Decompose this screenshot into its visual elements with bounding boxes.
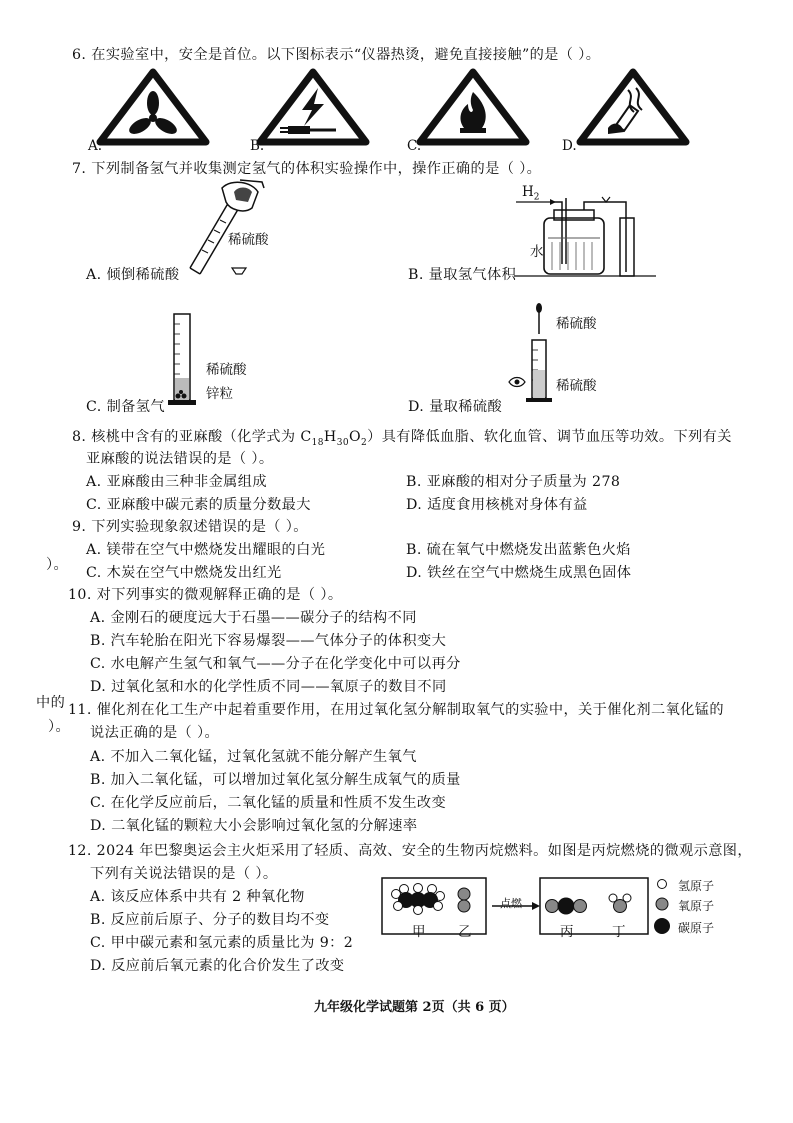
q8-stem-line1: 8. 核桃中含有的亚麻酸（化学式为 $C_{18}H_{30}O_2$）具有降低血脂、软化血管、调节血压等功效。下列有关 (72, 429, 732, 448)
q8-option-b: B. 亚麻酸的相对分子质量为 278 (406, 474, 621, 490)
q7-stem: 7. 下列制备氢气并收集测定氢气的体积实验操作中，操作正确的是（ ）。 (72, 161, 542, 177)
q11-margin-note-2: ）。 (48, 719, 71, 735)
q12-option-a: A. 该反应体系中共有 2 种氧化物 (90, 889, 305, 905)
q6-option-d: D. (562, 138, 577, 154)
propane-combustion-diagram (382, 876, 672, 938)
flammable-icon (418, 70, 528, 144)
q12-bing-label: 丙 (560, 924, 574, 940)
q7-b-water-label: 水 (530, 244, 544, 260)
q7-d-acid-label-side: 稀硫酸 (556, 378, 597, 394)
q9-option-d: D. 铁丝在空气中燃烧生成黑色固体 (406, 565, 632, 581)
q10-stem: 10. 对下列事实的微观解释正确的是（ ）。 (68, 587, 343, 603)
q6-option-b: B. (250, 138, 265, 154)
q9-option-b: B. 硫在氧气中燃烧发出蓝紫色火焰 (406, 542, 631, 558)
q9-option-a: A. 镁带在空气中燃烧发出耀眼的白光 (86, 542, 326, 558)
q12-ding-label: 丁 (612, 924, 626, 940)
q11-option-a: A. 不加入二氧化锰，过氧化氢就不能分解产生氧气 (90, 749, 417, 765)
q9-stem: 9. 下列实验现象叙述错误的是（ ）。 (72, 519, 308, 535)
q11-stem-line1: 11. 催化剂在化工生产中起着重要作用，在用过氧化氢分解制取氧气的实验中，关于催化剂二氧化锰的 (68, 702, 724, 718)
fan-hazard-icon (98, 70, 208, 144)
q9-margin-note: ）。 (46, 557, 69, 573)
q10-option-b: B. 汽车轮胎在阳光下容易爆裂——气体分子的体积变大 (90, 633, 447, 649)
q12-option-c: C. 甲中碳元素和氢元素的质量比为 9：2 (90, 935, 354, 951)
q7-option-b: B. 量取氢气体积 (408, 267, 517, 283)
q6-option-c: C. (407, 138, 422, 154)
q12-arrow-label: 点燃 (500, 897, 522, 910)
q12-option-b: B. 反应前后原子、分子的数目均不变 (90, 912, 330, 928)
q7-c-acid-label: 稀硫酸 (206, 362, 247, 378)
q7-option-c: C. 制备氢气 (86, 399, 165, 415)
q11-option-b: B. 加入二氧化锰，可以增加过氧化氢分解生成氧气的质量 (90, 772, 461, 788)
q12-option-d: D. 反应前后氧元素的化合价发生了改变 (90, 958, 345, 974)
q6-stem: 6. 在实验室中，安全是首位。以下图标表示“仪器热烫，避免直接接触”的是（ ）。 (72, 47, 601, 63)
q12-yi-label: 乙 (458, 924, 472, 940)
q8-stem-line2: 亚麻酸的说法错误的是（ ）。 (86, 451, 274, 467)
q10-option-a: A. 金刚石的硬度远大于石墨——碳分子的结构不同 (90, 610, 417, 626)
q12-stem-line1: 12. 2024 年巴黎奥运会主火炬采用了轻质、高效、安全的生物丙烷燃料。如图是丙烷燃烧的微观示意图， (68, 843, 752, 859)
q9-option-c: C. 木炭在空气中燃烧发出红光 (86, 565, 282, 581)
electric-hazard-icon (258, 70, 368, 144)
q7-option-a: A. 倾倒稀硫酸 (86, 267, 180, 283)
q8-option-a: A. 亚麻酸由三种非金属组成 (86, 474, 267, 490)
q7-a-acid-label: 稀硫酸 (228, 232, 269, 248)
eye-icon (508, 376, 526, 388)
q7-option-d: D. 量取稀硫酸 (408, 399, 503, 415)
q11-option-c: C. 在化学反应前后，二氧化锰的质量和性质不发生改变 (90, 795, 447, 811)
q12-stem-line2: 下列有关说法错误的是（ ）。 (90, 866, 278, 882)
q12-legend-oxygen: 氧原子 (678, 899, 715, 913)
q12-legend-hydrogen: 氢原子 (678, 879, 715, 893)
q7-b-h2-label: $H_2$ (522, 184, 540, 203)
q7-c-zinc-label: 锌粒 (206, 386, 233, 402)
q6-option-a: A. (88, 138, 103, 154)
q7-d-acid-label-top: 稀硫酸 (556, 316, 597, 332)
q11-stem-line2: 说法正确的是（ ）。 (90, 725, 220, 741)
q11-option-d: D. 二氧化锰的颗粒大小会影响过氧化氢的分解速率 (90, 818, 418, 834)
q11-margin-note-1: 中的 (36, 695, 66, 711)
q10-option-d: D. 过氧化氢和水的化学性质不同——氧原子的数目不同 (90, 679, 447, 695)
zinc-acid-cylinder (166, 312, 202, 408)
page-footer: 九年级化学试题第 2页（共 6 页） (314, 1000, 515, 1015)
hot-surface-icon (578, 70, 688, 144)
q12-legend-carbon: 碳原子 (678, 921, 715, 935)
q10-option-c: C. 水电解产生氢气和氧气——分子在化学变化中可以再分 (90, 656, 461, 672)
q8-option-d: D. 适度食用核桃对身体有益 (406, 497, 588, 513)
q8-option-c: C. 亚麻酸中碳元素的质量分数最大 (86, 497, 311, 513)
gas-volume-apparatus (514, 188, 656, 278)
q12-jia-label: 甲 (412, 924, 426, 940)
